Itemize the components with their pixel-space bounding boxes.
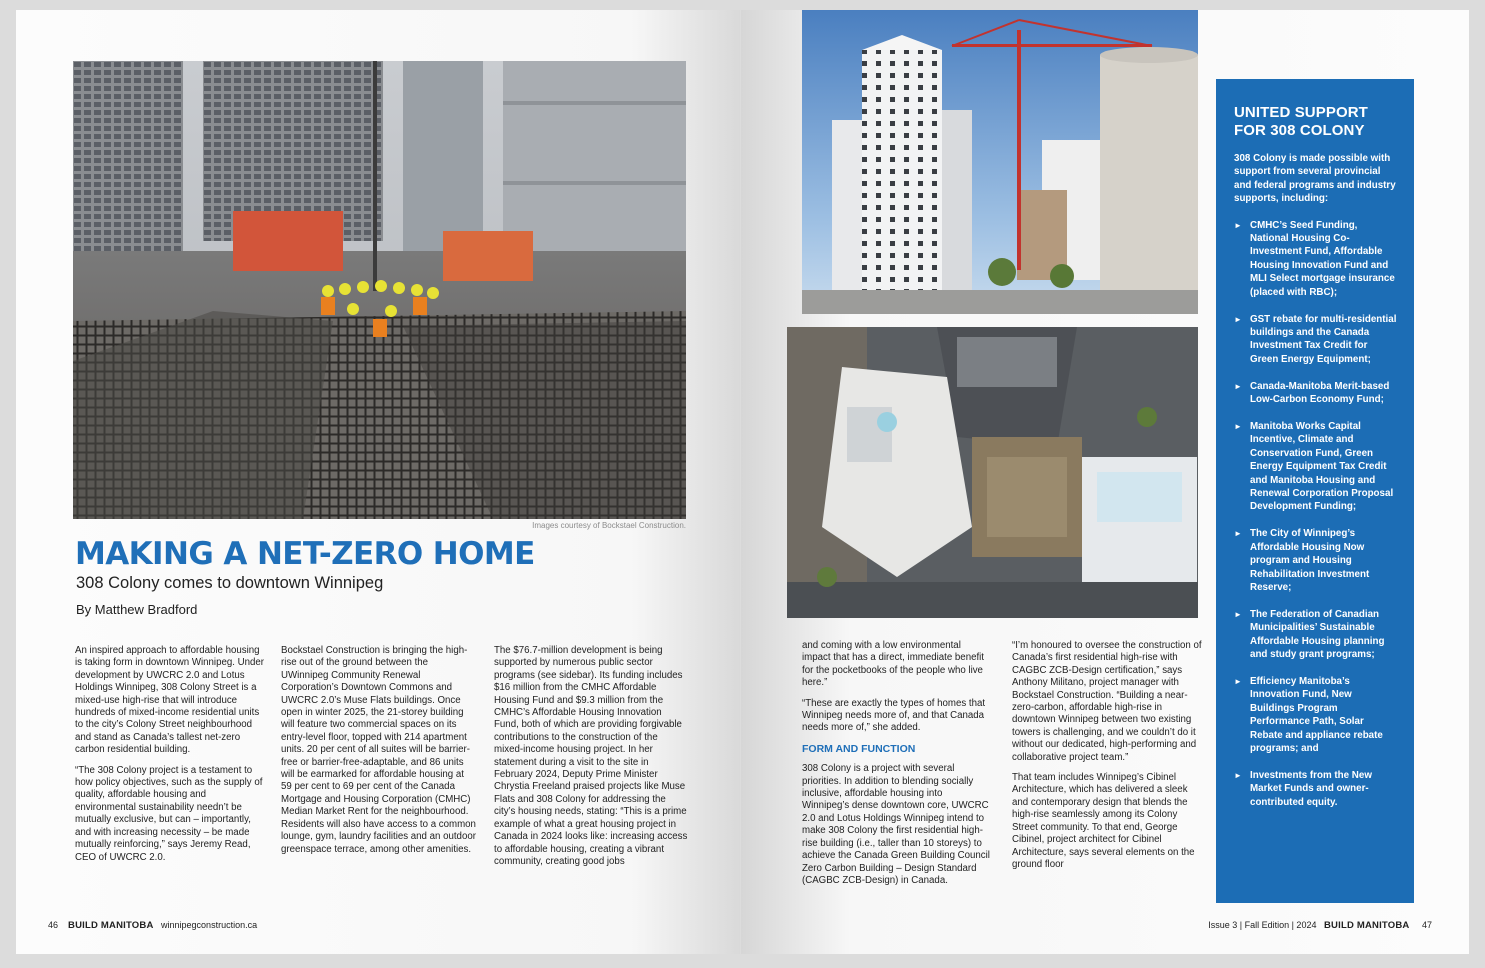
article-column-4 [802,640,992,895]
paragraph: That team includes Winnipeg’s Cibinel Architecture, which has delivered a sleek and contemporary design that blends the high-rise seamlessly among its Colony Street community. To that end, George Cibinel, project architect for Cibinel Architecture, says several elements on the ground floor [1012,772,1195,870]
article-column-1 [75,645,265,872]
list-item: ► The Federation of Canadian Municipalities’ Sustainable Affordable Housing planning and study grant programs; [1234,608,1385,661]
list-item: ► Efficiency Manitoba’s Innovation Fund, New Buildings Program Performance Path, Solar Rebate and appliance rebate programs; and [1234,676,1383,755]
paragraph: “These are exactly the types of homes that Winnipeg needs more of, and that Canada needs more of,” she added. [802,697,986,734]
list-item: ► GST rebate for multi-residential buildings and the Canada Investment Tax Credit for Green Energy Equipment; [1234,313,1397,365]
list-item: ► The City of Winnipeg’s Affordable Housing Now program and Housing Rehabilitation Investment Reserve; [1234,528,1370,593]
paragraph: “I’m honoured to oversee the construction of Canada’s first residential high-rise with CAGBC ZCB-Design certification,” says Anthony Militano, project manager with Bockstael Construction. “Building a near-zero-carbon, affordable high-rise in downtown Winnipeg between two existing towers is challenging, and we couldn’t do it without our dedicated, high-performing and collaborative project team.” [1012,640,1202,763]
paragraph: “The 308 Colony project is a testament to how policy objectives, such as the supply of quality, affordable housing and environmental sustainability needn’t be mutually exclusive, but can – importantly, and with increasing necessity – be made mutually reinforcing,” says Jeremy Read, CEO of UWCRC 2.0. [75,764,263,863]
magazine-name: BUILD MANITOBA [68,920,154,931]
right-folio [1208,920,1432,931]
triangle-bullet-icon: ► [1234,770,1242,780]
triangle-bullet-icon: ► [1234,529,1242,539]
list-item: ► CMHC’s Seed Funding, National Housing Co-Investment Fund, Affordable Housing Innovation Fund and MLI Select mortgage insurance (placed with RBC); [1234,219,1395,298]
paragraph: 308 Colony is a project with several priorities. In addition to blending socially inclusive, affordable housing into Winnipeg’s dense downtown core, UWCRC 2.0 and Lotus Holdings Winnipeg intend to make 308 Colony the first residential high-rise building (i.e., taller than 10 storeys) to achieve the Canada Green Building Council Zero Carbon Building – Design Standard (CAGBC ZCB-Design) in Canada. [802,763,990,886]
page-number: 46 [48,920,59,930]
article-column-5 [1012,640,1202,879]
triangle-bullet-icon: ► [1234,314,1242,324]
paragraph: An inspired approach to affordable housing is taking form in downtown Winnipeg. Under development by UWCRC 2.0 and Lotus Holdings Winnipeg, 308 Colony Street is a mixed-use high-rise that will introduce hundreds of mixed-income residential units to the city’s Colony Street neighbourhood and stand as Canada’s tallest net-zero carbon residential building. [75,645,264,756]
article-column-3 [494,645,688,876]
funding-sidebar [1216,79,1414,903]
construction-site-photo [73,61,686,519]
paragraph: Bockstael Construction is bringing the high-rise out of the ground between the UWinnipeg Community Renewal Corporation’s Downtown Commons and UWCRC 2.0’s Muse Flats buildings. Once open in winter 2025, the 21-storey building will feature two commercial spaces on its entry-level floor, topped with 214 apartment units. 20 per cent of all suites will be barrier-free or barrier-free-adaptable, and 86 units will be earmarked for affordable housing at 59 per cent to 69 per cent of the Canada Mortgage and Housing Corporation (CMHC) Median Market Rent for the neighbourhood. Residents will also have access to a common lounge, gym, laundry facilities and an outdoor greenspace terrace, among other amenities. [281,645,476,855]
building-crane-photo [802,10,1198,314]
sidebar-intro: 308 Colony is made possible with support from several provincial and federal programs and industry supports, including: [1234,153,1396,205]
issue-info: Issue 3 | Fall Edition | 2024 [1208,920,1317,930]
sidebar-title: UNITED SUPPORT FOR 308 COLONY [1234,104,1368,139]
list-item: ► Investments from the New Market Funds and owner-contributed equity. [1234,769,1372,808]
article-headline: MAKING A NET-ZERO HOME [75,536,535,572]
aerial-site-photo [787,327,1198,618]
magazine-name: BUILD MANITOBA [1323,920,1410,931]
left-folio [48,920,257,931]
page-number: 47 [1421,920,1432,930]
triangle-bullet-icon: ► [1234,677,1242,686]
triangle-bullet-icon: ► [1234,381,1242,391]
article-column-2 [281,645,477,864]
list-item: ► Canada-Manitoba Merit-based Low-Carbon Economy Fund; [1234,380,1390,406]
article-byline: By Matthew Bradford [76,602,198,617]
website-url: winnipegconstruction.ca [161,920,258,930]
triangle-bullet-icon: ► [1234,609,1242,619]
image-caption: Images courtesy of Bockstael Construction. [532,521,686,530]
sidebar-list [1234,219,1398,810]
section-heading: FORM AND FUNCTION [802,742,916,755]
triangle-bullet-icon: ► [1234,422,1242,431]
paragraph: and coming with a low environmental impact that has a direct, immediate benefit for the pocketbooks of the people who live here.” [802,640,985,689]
article-subhead: 308 Colony comes to downtown Winnipeg [76,574,384,592]
paragraph: The $76.7-million development is being supported by numerous public sector programs (see sidebar). Its funding includes $16 million from the CMHC Affordable Housing Fund and $9.3 million from the CMHC’s Affordable Housing Innovation Fund, both of which are providing forgivable contributions to the construction of the mixed-income housing project. In her statement during a visit to the site in February 2024, Deputy Prime Minister Chrystia Freeland praised projects like Muse Flats and 308 Colony for addressing the city’s housing needs, stating: “This is a prime example of what a great housing project in Canada in 2024 looks like: increasing access to affordable housing, creating a vibrant community, creating good jobs [494,645,688,867]
list-item: ► Manitoba Works Capital Incentive, Climate and Conservation Fund, Green Energy Equipment Tax Credit and Manitoba Housing and Renewal Corporation Proposal Development Funding; [1234,421,1394,513]
triangle-bullet-icon: ► [1234,220,1242,230]
